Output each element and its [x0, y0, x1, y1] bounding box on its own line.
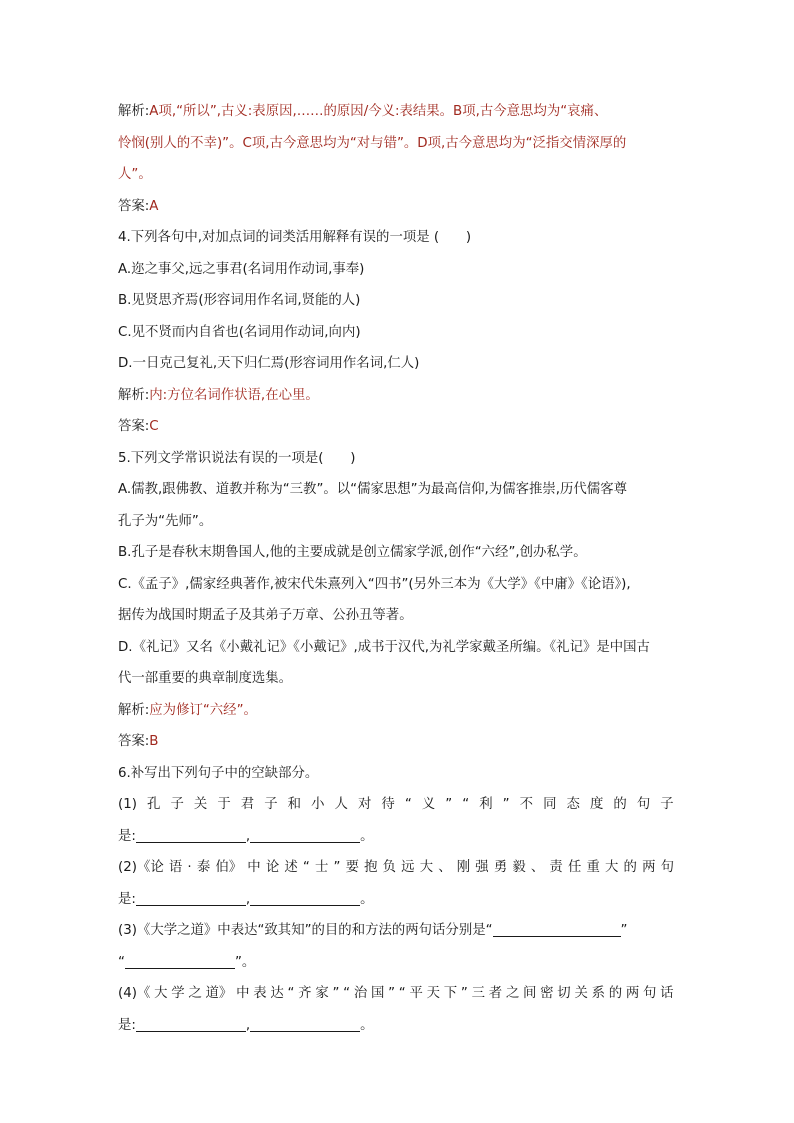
fill-blank[interactable] [250, 1016, 360, 1032]
spread-char: 表 [253, 986, 267, 1001]
spread-char: 和 [287, 797, 302, 812]
spread-char: 的 [623, 860, 637, 875]
spread-char: 责 [549, 860, 563, 875]
q5-option-a-line-2: 孔子为“先师”。 [118, 513, 213, 529]
spread-char: ” [445, 797, 453, 812]
spread-char: 、 [438, 860, 452, 875]
q5-analysis-label: 解析: [118, 702, 150, 718]
fill-blank[interactable] [136, 890, 246, 906]
spread-char: 句 [660, 860, 674, 875]
q6-item-3-text: (3)《大学之道》中表达“致其知”的目的和方法的两句话分别是“ [118, 923, 493, 938]
q3-answer-value: A [149, 198, 159, 214]
spread-char: 、 [530, 860, 545, 875]
q6-item-2-line-1 [118, 852, 674, 884]
spread-char: 待 [381, 797, 395, 812]
spread-char: 关 [574, 986, 588, 1001]
spread-char: 负 [382, 860, 397, 875]
spread-char: · [187, 860, 192, 875]
spread-char: 句 [643, 986, 657, 1001]
spread-char: 毅 [512, 860, 526, 875]
spread-char: 君 [240, 797, 255, 812]
q4-option-c: C.见不贤而内自省也(名词用作动词,向内) [118, 324, 361, 340]
spread-char: 刚 [456, 860, 471, 875]
spread-char: 学 [171, 986, 185, 1001]
spread-char: 三 [471, 986, 485, 1001]
q3-analysis-line-2: 怜悯(别人的不幸)”。C项,古今意思均为“对与错”。D项,古今意思均为“泛指交情深厚的 [118, 135, 627, 151]
spread-char: 子 [660, 797, 674, 812]
spread-char: 要 [345, 860, 359, 875]
fill-blank[interactable] [136, 827, 246, 843]
q5-analysis [118, 695, 684, 727]
period: 。 [360, 1017, 374, 1033]
close-quote-period: ”。 [234, 954, 256, 970]
fill-blank[interactable] [250, 827, 360, 843]
q5-option-a-line-1: A.儒教,跟佛教、道教并称为“三教”。以“儒家思想”为最高信仰,为儒客推崇,历代儒客尊 [118, 482, 627, 497]
spread-char: ” [460, 986, 468, 1001]
spread-char: (1) [118, 797, 137, 812]
spread-char: 切 [557, 986, 571, 1001]
spread-char: 的 [608, 986, 623, 1001]
spread-char: 达 [270, 986, 284, 1001]
q3-analysis-text-1: A项,“所以”,古义:表原因,……的原因/今义:表结果。B项,古今意思均为“哀痛、 [149, 104, 608, 119]
q6-item-2-line-2 [118, 884, 684, 916]
spread-char: 伯》 [215, 860, 243, 875]
fill-blank[interactable] [250, 890, 360, 906]
spread-char: (4)《 [118, 986, 151, 1001]
q4-analysis-label: 解析: [118, 387, 150, 403]
spread-char: 态 [566, 797, 580, 812]
spread-char: 间 [523, 986, 537, 1001]
spread-char: “ [398, 986, 406, 1001]
fill-blank[interactable] [125, 953, 235, 969]
comma: , [245, 828, 251, 844]
q5-option-b: B.孔子是春秋末期鲁国人,他的主要成就是创立儒家学派,创作“六经”,创办私学。 [118, 545, 587, 560]
spread-char: 勇 [493, 860, 508, 875]
q4-option-d: D.一日克己复礼,天下归仁焉(形容词用作名词,仁人) [118, 356, 420, 371]
spread-char: 于 [217, 797, 231, 812]
spread-char: 中 [236, 986, 250, 1001]
close-quote: ” [620, 923, 628, 938]
spread-char: 强 [475, 860, 489, 875]
spread-char: 小 [311, 797, 325, 812]
spread-char: “ [287, 986, 295, 1001]
q4-analysis [118, 380, 684, 412]
q4-stem: 4.下列各句中,对加点词的词类活用解释有误的一项是 ( ) [118, 230, 472, 245]
spread-char: 之 [505, 986, 520, 1001]
spread-char: 对 [357, 797, 372, 812]
spread-char: 两 [642, 860, 656, 875]
spread-char: 治 [353, 986, 368, 1001]
q5-option-c-line-1: C.《孟子》,儒家经典著作,被宋代朱熹列入“四书”(另外三本为《大学》《中庸》《论语》), [118, 576, 631, 592]
spread-char: ” [502, 797, 510, 812]
spread-char: 下 [443, 986, 458, 1001]
spread-char: ” [332, 986, 340, 1001]
comma: , [245, 1017, 251, 1033]
q4-option-b: B.见贤思齐焉(形容词用作名词,贤能的人) [118, 293, 361, 308]
spread-char: 不 [519, 797, 534, 812]
q5-option-d-line-2: 代一部重要的典章制度选集。 [118, 671, 293, 686]
spread-char: ” [388, 986, 396, 1001]
fill-blank[interactable] [493, 921, 621, 937]
spread-char: 义 [421, 797, 436, 812]
q5-answer-value: B [149, 734, 159, 749]
q3-answer [118, 191, 684, 223]
spread-char: 家 [315, 986, 329, 1001]
spread-char: 述 [284, 860, 298, 875]
spread-char: 之 [188, 986, 202, 1001]
spread-char: “ [462, 797, 470, 812]
q4-analysis-text: 内:方位名词作状语,在心里。 [149, 387, 319, 403]
spread-char: 语 [168, 860, 183, 875]
spread-char: 的 [613, 797, 627, 812]
spread-char: 天 [426, 986, 441, 1001]
spread-char: 两 [625, 986, 640, 1001]
q3-analysis-line-1 [118, 96, 684, 128]
q5-analysis-text: 应为修订“六经”。 [149, 702, 257, 718]
document-page [118, 96, 684, 1041]
spread-char: 大 [605, 860, 619, 875]
q5-option-c-line-2: 据传为战国时期孟子及其弟子万章、公孙丑等著。 [118, 608, 413, 623]
q6-item-4-line-2 [118, 1010, 684, 1042]
spread-char: 大 [154, 986, 168, 1001]
q5-stem: 5.下列文学常识说法有误的一项是( ) [118, 450, 356, 466]
spread-char: 重 [586, 860, 600, 875]
q6-item-3-line-1 [118, 915, 684, 947]
q6-item-1-tail: 是: [118, 828, 136, 844]
spread-char: 任 [567, 860, 582, 875]
q6-item-3-line-2 [118, 947, 684, 979]
spread-char: (2)《论 [118, 860, 164, 875]
spread-char: “ [404, 797, 412, 812]
spread-char: 齐 [298, 986, 312, 1001]
spread-char: 利 [479, 797, 493, 812]
spread-char: 远 [401, 860, 415, 875]
fill-blank[interactable] [136, 1016, 246, 1032]
q3-analysis-line-3: 人”。 [118, 167, 152, 182]
spread-char: 关 [193, 797, 208, 812]
period: 。 [360, 891, 374, 907]
q4-answer-value: C [149, 419, 159, 434]
spread-char: ” [333, 860, 341, 875]
q4-answer-label: 答案: [118, 419, 150, 434]
q6-item-2-tail: 是: [118, 891, 136, 907]
spread-char: 度 [589, 797, 604, 812]
q3-answer-label: 答案: [118, 198, 150, 214]
spread-char: 中 [247, 860, 261, 875]
comma: , [245, 891, 251, 907]
q5-answer-label: 答案: [118, 734, 150, 749]
q3-analysis-label: 解析: [118, 104, 150, 119]
spread-char: 密 [540, 986, 554, 1001]
q5-option-d-line-1: D.《礼记》又名《小戴礼记》《小戴记》,成书于汉代,为礼学家戴圣所编。《礼记》是中国古 [118, 639, 650, 655]
spread-char: 子 [264, 797, 278, 812]
spread-char: 道》 [205, 986, 233, 1001]
spread-char: 同 [543, 797, 557, 812]
spread-char: “ [343, 986, 351, 1001]
spread-char: 国 [370, 986, 385, 1001]
spread-char: “ [302, 860, 310, 875]
q6-stem: 6.补写出下列句子中的空缺部分。 [118, 765, 319, 781]
spread-char: 抱 [364, 860, 378, 875]
spread-char: 士 [314, 860, 329, 875]
q4-option-a: A.迩之事父,远之事君(名词用作动词,事奉) [118, 261, 365, 277]
spread-char: 平 [409, 986, 423, 1001]
spread-char: 大 [419, 860, 434, 875]
period: 。 [360, 828, 374, 844]
q6-item-4-tail: 是: [118, 1017, 136, 1033]
spread-char: 泰 [196, 860, 211, 875]
spread-char: 论 [265, 860, 280, 875]
q6-item-1-line-2 [118, 821, 684, 853]
spread-char: 孔 [147, 797, 161, 812]
spread-char: 人 [334, 797, 348, 812]
spread-char: 系 [591, 986, 605, 1001]
spread-char: 句 [636, 797, 651, 812]
spread-char: 子 [170, 797, 184, 812]
q6-item-1-line-1 [118, 789, 674, 821]
open-quote: “ [118, 954, 125, 970]
q5-answer [118, 726, 684, 758]
spread-char: 者 [488, 986, 503, 1001]
spread-char: 话 [660, 986, 674, 1001]
q4-answer [118, 411, 684, 443]
q6-item-4-line-1 [118, 978, 674, 1010]
